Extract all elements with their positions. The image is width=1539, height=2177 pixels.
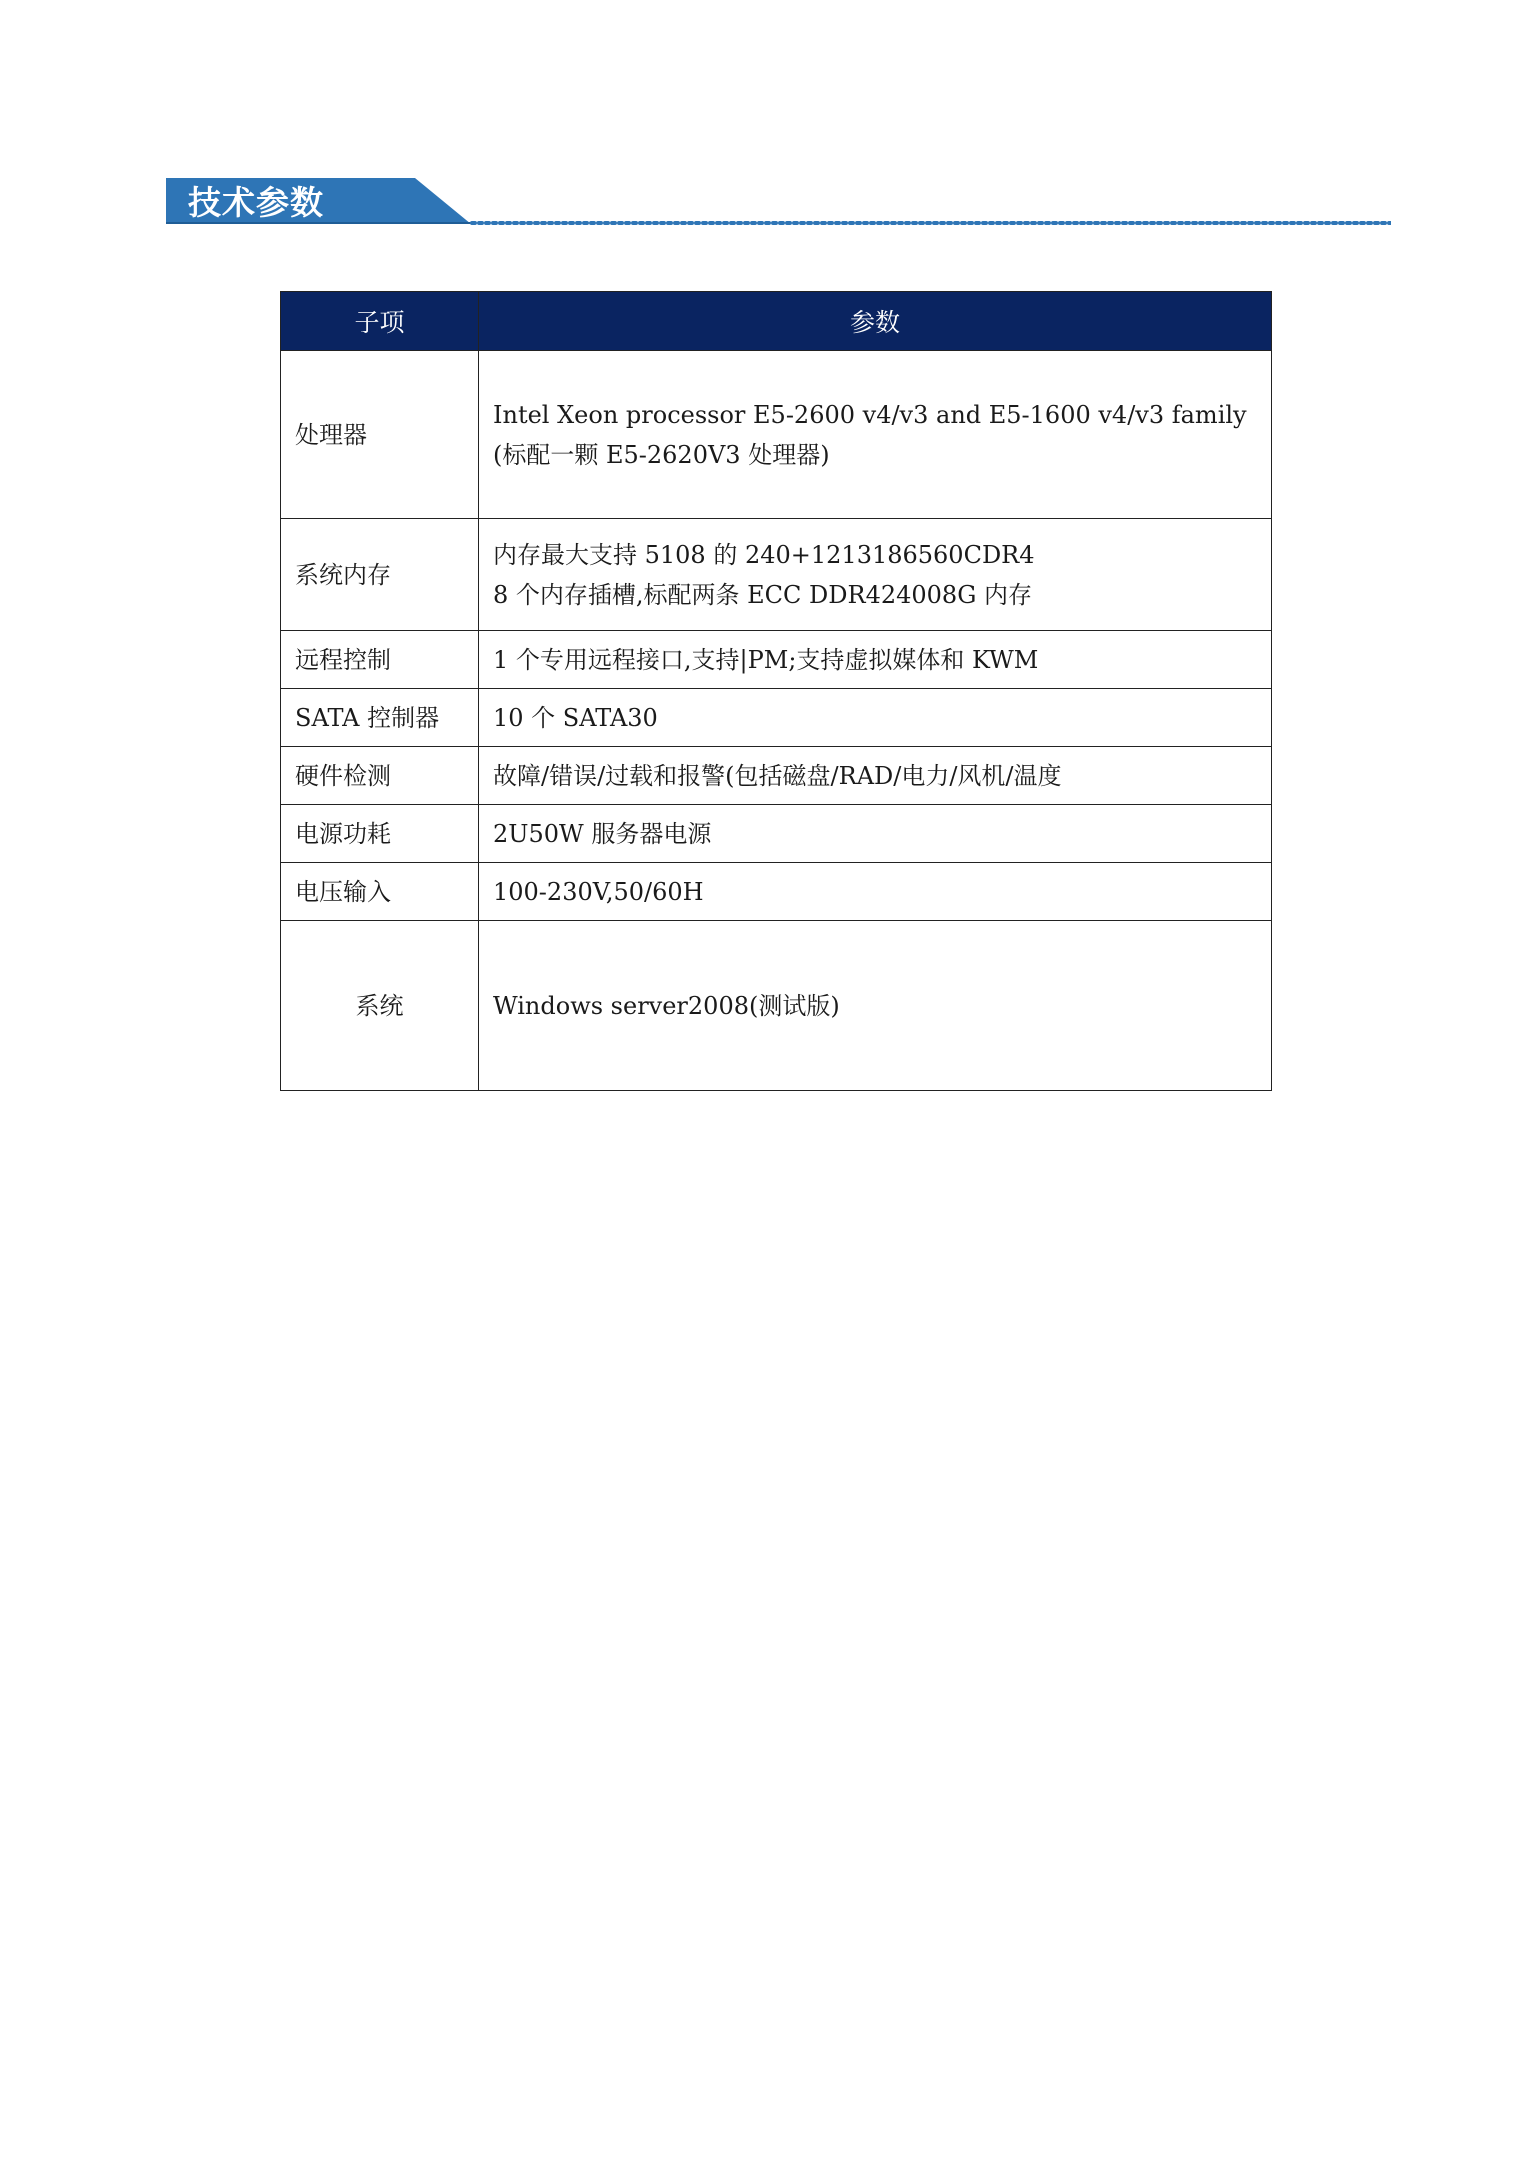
row-value: 1 个专用远程接口,支持|PM;支持虚拟媒体和 KWM [479,631,1272,689]
row-item: 电源功耗 [281,805,479,863]
table-header-row [281,292,1272,351]
row-value [479,519,1272,631]
row-value: 2U50W 服务器电源 [479,805,1272,863]
row-value-line: 8 个内存插槽,标配两条 ECC DDR424008G 内存 [493,580,1033,609]
section-header-banner [166,178,1391,228]
table-row [281,689,1272,747]
row-value: Windows server2008(测试版) [479,921,1272,1091]
row-value: 10 个 SATA30 [479,689,1272,747]
row-item: 系统 [281,921,479,1091]
section-header [166,178,1391,228]
table-row [281,921,1272,1091]
header-param: 参数 [479,292,1272,351]
row-item: 系统内存 [281,519,479,631]
row-value-line: (标配一颗 E5-2620V3 处理器) [493,440,830,469]
row-value: 100-230V,50/60H [479,863,1272,921]
header-item: 子项 [281,292,479,351]
row-item: 处理器 [281,351,479,519]
row-item: SATA 控制器 [281,689,479,747]
section-title: 技术参数 [188,183,324,222]
table-row [281,351,1272,519]
row-value: 故障/错误/过载和报警(包括磁盘/RAD/电力/风机/温度 [479,747,1272,805]
table-row [281,805,1272,863]
table-row [281,631,1272,689]
table-row [281,747,1272,805]
table-row [281,519,1272,631]
table-row [281,863,1272,921]
row-item: 硬件检测 [281,747,479,805]
row-value-line: Intel Xeon processor E5-2600 v4/v3 and E5-1600 v4/v3 family [493,400,1247,429]
row-item: 电压输入 [281,863,479,921]
row-value-line: 内存最大支持 5108 的 240+1213186560CDR4 [493,540,1035,569]
row-value [479,351,1272,519]
spec-table [280,291,1272,1091]
row-item: 远程控制 [281,631,479,689]
